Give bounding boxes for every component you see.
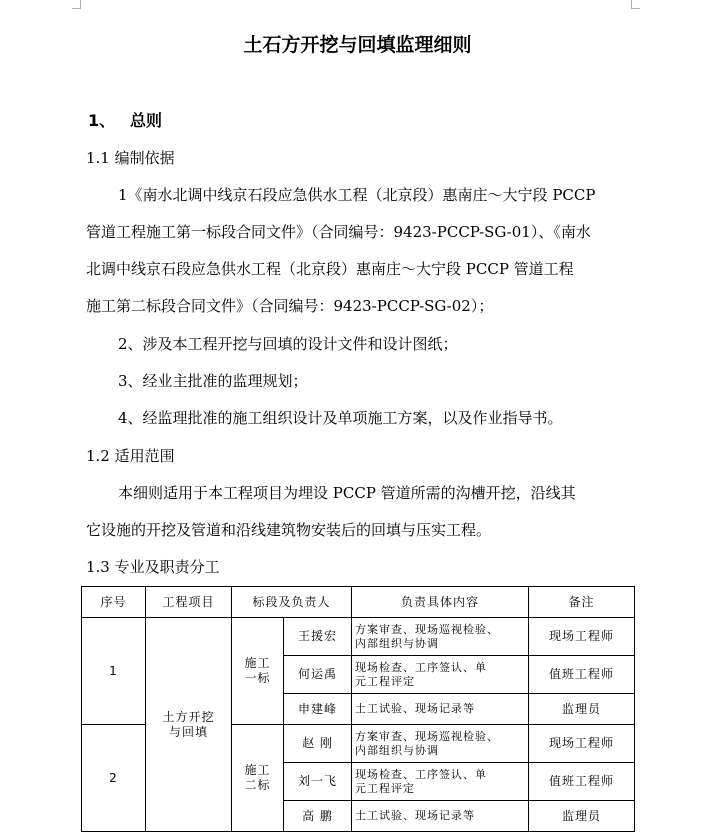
section-cell: 施工 一标 <box>232 618 284 725</box>
note-cell: 值班工程师 <box>529 763 635 801</box>
person-cell: 高 鹏 <box>284 801 352 832</box>
note-cell: 现场工程师 <box>529 725 635 763</box>
basis-item-1-line-1: 1《南水北调中线京石段应急供水工程（北京段）惠南庄～大宁段 PCCP <box>118 186 596 204</box>
scope-line-2: 它设施的开挖及管道和沿线建筑物安装后的回填与压实工程。 <box>86 521 492 539</box>
section-1-3-heading: 1.3 专业及职责分工 <box>86 558 220 576</box>
basis-item-1-line-4: 施工第二标段合同文件》（合同编号：9423-PCCP-SG-02）； <box>86 297 494 315</box>
header-section-person: 标段及负责人 <box>232 587 352 618</box>
basis-item-2: 2、涉及本工程开挖与回填的设计文件和设计图纸； <box>118 335 458 353</box>
section-1-number: 1、 <box>88 111 116 130</box>
section-cell: 施工 二标 <box>232 725 284 832</box>
person-cell: 刘一飞 <box>284 763 352 801</box>
duty-cell: 土工试验、现场记录等 <box>352 694 529 725</box>
person-cell: 赵 刚 <box>284 725 352 763</box>
note-cell: 现场工程师 <box>529 618 635 656</box>
section-1-title: 总则 <box>130 111 163 130</box>
note-cell: 监理员 <box>529 694 635 725</box>
project-cell: 土方开挖 与回填 <box>146 618 232 832</box>
basis-item-1-line-3: 北调中线京石段应急供水工程（北京段）惠南庄～大宁段 PCCP 管道工程 <box>86 260 574 278</box>
person-cell: 何运禹 <box>284 656 352 694</box>
duty-cell: 方案审查、现场巡视检验、 内部组织与协调 <box>352 618 529 656</box>
table-header-row <box>82 587 635 618</box>
page-margin-mark-left <box>72 0 81 9</box>
page-margin-mark-right <box>631 0 640 9</box>
header-note: 备注 <box>529 587 635 618</box>
duty-cell: 现场检查、工序签认、单 元工程评定 <box>352 656 529 694</box>
table-row <box>82 618 635 656</box>
header-no: 序号 <box>82 587 146 618</box>
duty-cell: 土工试验、现场记录等 <box>352 801 529 832</box>
scope-line-1: 本细则适用于本工程项目为埋设 PCCP 管道所需的沟槽开挖，沿线其 <box>118 484 576 502</box>
duty-cell: 现场检查、工序签认、单 元工程评定 <box>352 763 529 801</box>
group-no: 1 <box>82 618 146 725</box>
header-duty: 负责具体内容 <box>352 587 529 618</box>
responsibility-table <box>81 586 635 832</box>
section-1-2-heading: 1.2 适用范围 <box>86 447 175 465</box>
header-project: 工程项目 <box>146 587 232 618</box>
person-cell: 申建峰 <box>284 694 352 725</box>
basis-item-3: 3、经业主批准的监理规划； <box>118 372 308 390</box>
duty-cell: 方案审查、现场巡视检验、 内部组织与协调 <box>352 725 529 763</box>
note-cell: 监理员 <box>529 801 635 832</box>
group-no: 2 <box>82 725 146 832</box>
section-1-heading <box>88 108 162 131</box>
note-cell: 值班工程师 <box>529 656 635 694</box>
section-1-1-heading: 1.1 编制依据 <box>86 149 175 167</box>
basis-item-1-line-2: 管道工程施工第一标段合同文件》（合同编号：9423-PCCP-SG-01）、《南水 <box>86 223 591 241</box>
basis-item-4: 4、经监理批准的施工组织设计及单项施工方案，以及作业指导书。 <box>118 409 563 427</box>
person-cell: 王援宏 <box>284 618 352 656</box>
document-title: 土石方开挖与回填监理细则 <box>243 34 472 56</box>
